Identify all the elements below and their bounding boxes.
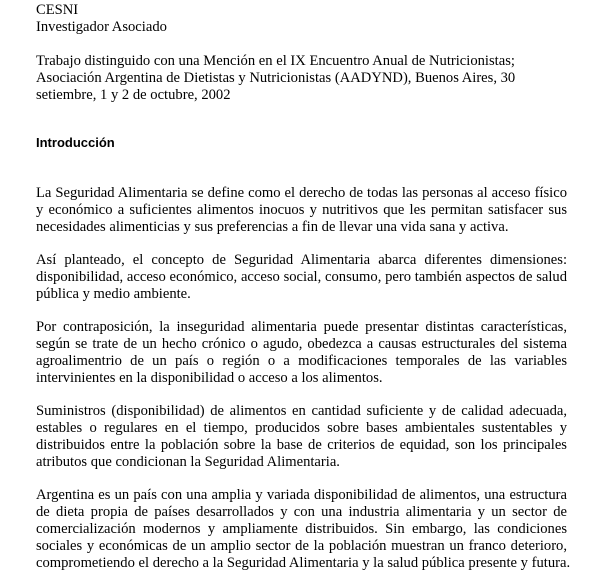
paragraph-line: comercialización modernos y ampliamente distribuidos. Sin embargo, las condiciones [36,521,567,537]
paragraph-line: según se trate de un hecho crónico o agudo, obedezca a causas estructurales del sistema [36,336,567,352]
distinction-note-line: setiembre, 1 y 2 de octubre, 2002 [36,87,231,103]
paragraph-line: Así planteado, el concepto de Seguridad Alimentaria abarca diferentes dimensiones: [36,252,567,268]
paragraph-line: disponibilidad, acceso económico, acceso social, consumo, pero también aspectos de salud [36,269,567,285]
paragraph-line: atributos que condicionan la Seguridad Alimentaria. [36,454,340,470]
paragraph-line: comprometiendo el derecho a la Seguridad Alimentaria y la salud pública presente y futura. [36,555,571,571]
section-heading-block [36,134,567,151]
paragraph-line: de dieta propia de países desarrollados y con una industria alimentaria y un sector de [36,504,567,520]
paragraph-line: La Seguridad Alimentaria se define como el derecho de todas las personas al acceso físico [36,185,567,201]
paragraph-line: sociales y económicas de un amplio sector de la población muestran un franco deterioro, [36,538,567,554]
organization-name: CESNI [36,2,79,18]
paragraph-line: y económico a suficientes alimentos inocuos y nutritivos que les permitan satisfacer sus [36,202,567,218]
paragraph-line: necesidades alimenticias y sus preferencias a fin de llevar una vida sana y activa. [36,219,509,235]
author-header [36,2,567,36]
distinction-note [36,53,567,104]
distinction-note-line: Trabajo distinguido con una Mención en el IX Encuentro Anual de Nutricionistas; [36,53,515,69]
paragraph-4 [36,403,567,471]
paragraph-line: intervinientes en la disponibilidad o acceso a los alimentos. [36,370,383,386]
paragraph-3 [36,319,567,387]
paragraph-2 [36,252,567,303]
paragraph-line: Suministros (disponibilidad) de alimentos en cantidad suficiente y de calidad adecuada, [36,403,567,419]
paragraph-1 [36,185,567,236]
paragraph-line: estables o regulares en el tiempo, producidos sobre bases ambientales sustentables y [36,420,567,436]
author-role: Investigador Asociado [36,19,167,35]
distinction-note-line: Asociación Argentina de Dietistas y Nutricionistas (AADYND), Buenos Aires, 30 [36,70,516,86]
paragraph-line: Por contraposición, la inseguridad alimentaria puede presentar distintas características, [36,319,567,335]
paragraph-line: Argentina es un país con una amplia y variada disponibilidad de alimentos, una estructura [36,487,567,503]
paragraph-line: distribuidos entre la población sobre la base de criterios de equidad, son los principales [36,437,567,453]
paragraph-line: agroalimentrio de un país o región o a modificaciones temporales de las variables [36,353,567,369]
section-title: Introducción [36,135,115,150]
paragraph-5 [36,487,571,572]
paragraph-line: pública y medio ambiente. [36,286,191,302]
